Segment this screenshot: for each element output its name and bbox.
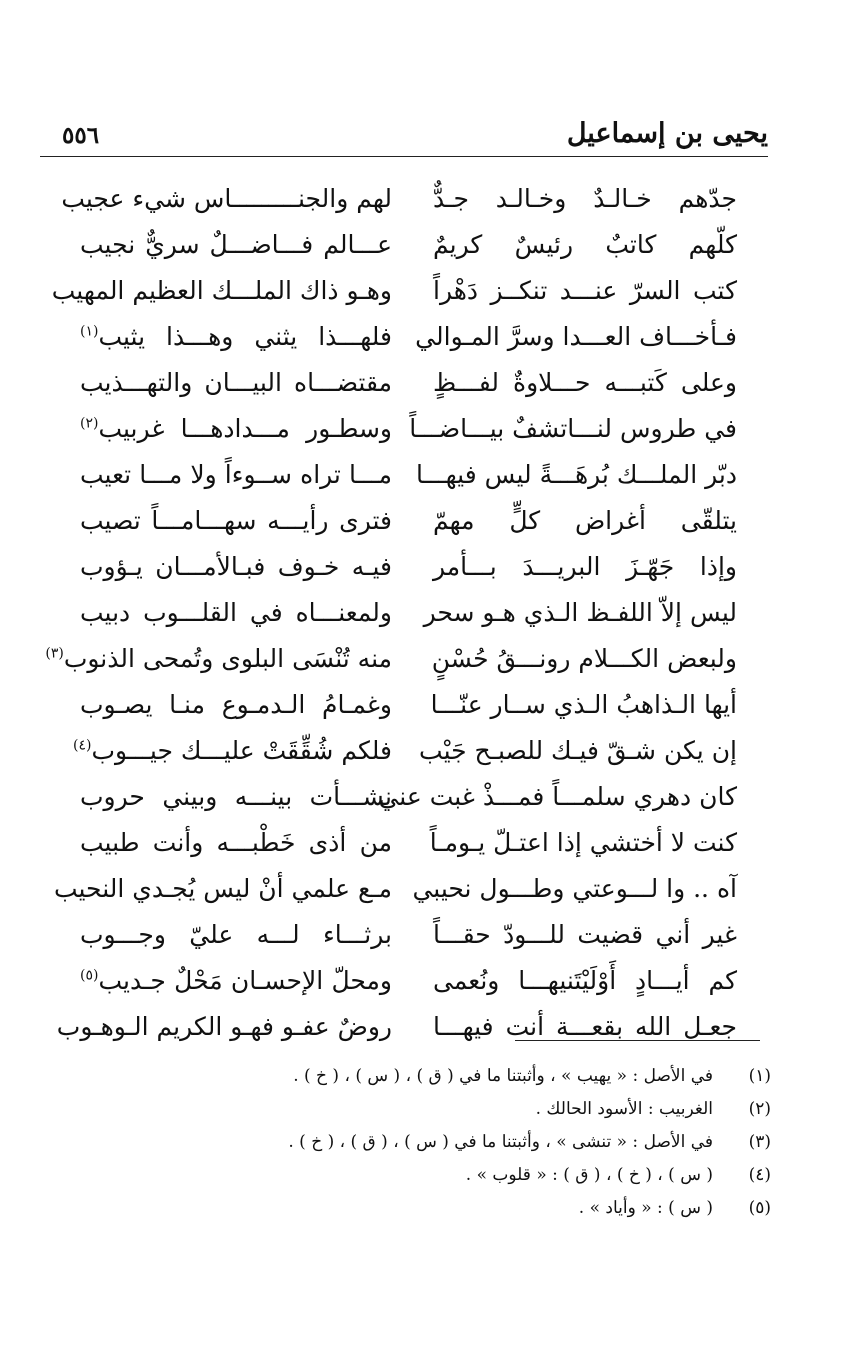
verse-first-hemistich: غير أني قضيت للـــودّ حقـــاً (433, 920, 737, 949)
author-name: يحيى بن إسماعيل (566, 118, 768, 149)
verse-first-hemistich: جدّهم خـالـدٌ وخـالـد جـدٌّ (433, 184, 737, 213)
verse-first-hemistich: آه .. وا لـــوعتي وطـــول نحيبي (412, 874, 737, 903)
verse-second-text: مـع علمي أنْ ليس يُجـدي النحيب (53, 874, 392, 903)
verse-row (0, 1004, 867, 1050)
verse-second-hemistich (80, 406, 392, 452)
verse-first-hemistich: في طروس لنـــاتشفٌ بيـــاضـــاً (409, 414, 737, 443)
verse-second-text: فلكم شُقِّقَتْ عليـــك جيـــوب (91, 736, 392, 765)
verse-first-hemistich: وعلى كَتبـــه حـــلاوةٌ لفـــظٍ (433, 368, 737, 397)
verse-first-hemistich: جعـل الله بقعـــة أنت فيهـــا (433, 1012, 737, 1041)
footnote-text: ( س ) ، ( خ ) ، ( ق ) : « قلوب » . (465, 1165, 713, 1185)
verse-second-hemistich (80, 544, 392, 590)
verse-row (0, 590, 867, 636)
verse-second-hemistich (53, 866, 392, 912)
verse-second-hemistich (45, 636, 392, 682)
footnote-item (466, 1159, 771, 1192)
footnote-number: (٢) (748, 1099, 771, 1119)
page-number: ٥٥٦ (62, 122, 100, 149)
verse-second-text: مقتضـــاه البيـــان والتهـــذيب (80, 368, 392, 397)
footnote-marker: (٤) (73, 737, 92, 754)
verse-first-hemistich: يتلقّى أغراض كلٍّ مهمّ (433, 506, 737, 535)
verse-row (0, 636, 867, 682)
verse-second-hemistich (73, 728, 392, 774)
verse-second-text: برثـــاء لـــه عليّ وجـــوب (80, 920, 392, 949)
footnote-text: ( س ) : « وأياد » . (578, 1198, 713, 1218)
verse-second-hemistich (80, 774, 392, 820)
verse-second-hemistich (61, 176, 392, 222)
verse-second-hemistich (80, 222, 392, 268)
verse-second-hemistich (80, 314, 392, 360)
verse-first-hemistich: دبّر الملـــك بُرهَـــةً ليس فيهـــا (416, 460, 737, 489)
verse-second-text: وسطـور مـــدادهـــا غربيب (98, 414, 392, 443)
footnote-text: في الأصل : « تنشى » ، وأثبتنا ما في ( س ) ، ( ق ) ، ( خ ) . (288, 1132, 713, 1152)
footnote-text: الغربيب : الأسود الحالك . (535, 1099, 713, 1119)
footnote-number: (١) (748, 1066, 771, 1086)
verse-second-hemistich (80, 682, 392, 728)
verse-first-hemistich: كلّهم كاتبٌ رئيسٌ كريمٌ (433, 230, 737, 259)
verse-second-hemistich (80, 820, 392, 866)
verse-second-text: نشـــأت بينـــه وبيني حروب (80, 782, 392, 811)
verse-second-hemistich (51, 268, 392, 314)
verse-first-hemistich: كان دهري سلمـــاً فمـــذْ غبت عني (378, 782, 737, 811)
verse-second-hemistich (80, 360, 392, 406)
verse-first-hemistich: إن يكن شـقّ فيـك للصبـح جَيْب (419, 736, 737, 765)
footnote-number: (٤) (748, 1165, 771, 1185)
verse-row (0, 452, 867, 498)
footnote-marker: (١) (80, 323, 99, 340)
footnote-number: (٥) (748, 1198, 771, 1218)
verse-first-hemistich: كنت لا أختشي إذا اعتـلّ يـومـاً (429, 828, 737, 857)
footnote-item (579, 1192, 771, 1225)
footnote-separator (515, 1040, 760, 1041)
verse-row (0, 866, 867, 912)
verse-first-hemistich: وإذا جَهّـزَ البريـــدَ بـــأمر (433, 552, 737, 581)
verse-second-hemistich (80, 958, 392, 1004)
verse-second-text: وهـو ذاك الملـــك العظيم المهيب (51, 276, 392, 305)
verse-second-hemistich (56, 1004, 392, 1050)
verse-second-text: لهم والجنـــــــــاس شيء عجيب (61, 184, 392, 213)
verse-first-hemistich: ولبعض الكـــلام رونـــقُ حُسْنٍ (431, 644, 737, 673)
verse-row (0, 268, 867, 314)
verse-second-text: فترى رأيـــه سهـــامـــاً تصيب (80, 506, 392, 535)
footnote-marker: (٥) (80, 967, 99, 984)
footnote-marker: (٣) (45, 645, 64, 662)
verse-second-hemistich (80, 912, 392, 958)
footnote-marker: (٢) (80, 415, 99, 432)
verse-second-text: فلهـــذا يثني وهـــذا يثيب (98, 322, 392, 351)
verse-row (0, 958, 867, 1004)
verse-row (0, 314, 867, 360)
verse-second-text: ولمعنـــاه في القلـــوب دبيب (80, 598, 392, 627)
verse-second-text: من أذى خَطْبـــه وأنت طبيب (80, 828, 392, 857)
verse-row (0, 682, 867, 728)
footnote-text: في الأصل : « يهيب » ، وأثبتنا ما في ( ق ) ، ( س ) ، ( خ ) . (293, 1066, 713, 1086)
verse-second-text: وغمـامُ الـدمـوع منـا يصـوب (80, 690, 392, 719)
verse-second-hemistich (80, 498, 392, 544)
verse-row (0, 728, 867, 774)
footnote-item (288, 1126, 771, 1159)
verse-row (0, 820, 867, 866)
footnote-item (293, 1060, 771, 1093)
verse-first-hemistich: كتب السرّ عنـــد تنكــز دَهْراً (433, 276, 737, 305)
verse-second-text: ومحلّ الإحسـان مَحْلٌ جـديب (98, 966, 392, 995)
verse-second-text: عـــالم فـــاضـــلٌ سريٌّ نجيب (80, 230, 392, 259)
verse-second-text: منه تُنْسَى البلوى وتُمحى الذنوب (63, 644, 392, 673)
verse-second-text: روضٌ عفـو فهـو الكريم الـوهـوب (56, 1012, 392, 1041)
verse-first-hemistich: فـأخـــاف العـــدا وسرَّ المـوالي (415, 322, 737, 351)
verse-row (0, 222, 867, 268)
verse-row (0, 774, 867, 820)
footnote-number: (٣) (748, 1132, 771, 1152)
verse-second-text: فيـه خـوف فبـالأمـــان يـؤوب (80, 552, 392, 581)
verse-first-hemistich: ليس إلاّ اللفـظ الـذي هـو سحر (423, 598, 737, 627)
verse-row (0, 544, 867, 590)
running-header (40, 110, 768, 157)
verse-second-hemistich (80, 452, 392, 498)
verse-row (0, 912, 867, 958)
verse-row (0, 406, 867, 452)
verse-row (0, 176, 867, 222)
verse-second-hemistich (80, 590, 392, 636)
verse-first-hemistich: كم أيـــادٍ أَوْلَيْتَنيهـــا ونُعمى (433, 966, 737, 995)
footnote-item (536, 1093, 771, 1126)
verse-first-hemistich: أيها الـذاهبُ الـذي ســار عنّـــا (430, 690, 737, 719)
verse-second-text: مـــا تراه ســوءاً ولا مـــا تعيب (80, 460, 392, 489)
verse-row (0, 498, 867, 544)
verse-row (0, 360, 867, 406)
